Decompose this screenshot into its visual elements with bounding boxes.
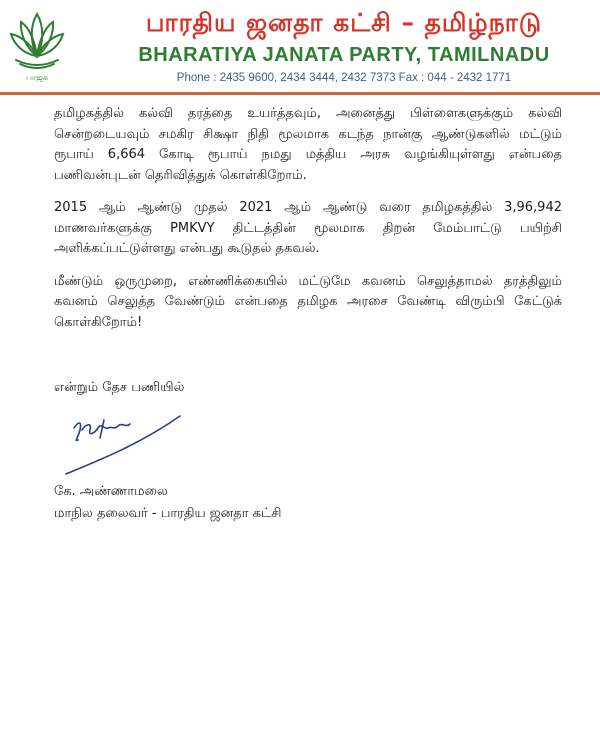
- paragraph-2: 2015 ஆம் ஆண்டு முதல் 2021 ஆம் ஆண்டு வரை தமிழகத்தில் 3,96,942 மாணவர்களுக்கு PMKVY திட்டத்தின் மூலமாக திறன் மேம்பாட்டு பயிற்சி அளிக்கப்பட்டுள்ளது என்பது கூடுதல் தகவல்.: [54, 200, 562, 256]
- lotus-logo-icon: [8, 4, 66, 84]
- contact-details: Phone : 2435 9600, 2434 3444, 2432 7373 Fax : 044 - 2432 1771: [176, 72, 512, 84]
- svg-text:பாஜக: பாஜக: [26, 73, 48, 82]
- paragraph-1: தமிழகத்தில் கல்வி தரத்தை உயர்த்தவும், அனைத்து பிள்ளைகளுக்கும் கல்வி சென்றடையவும் சமகிர சிக்ஷா நிதி மூலமாக கடந்த நான்கு ஆண்டுகளில் மட்டும் ரூபாய் 6,664 கோடி ரூபாய் நமது மத்திய அரசு வழங்கியுள்ளது என்பதை பணிவன்புடன் தெரிவித்துக் கொள்கிறோம்.: [54, 106, 562, 183]
- letter-body: [54, 104, 562, 345]
- signatory-designation: மாநில தலைவர் - பாரதிய ஜனதா கட்சி: [54, 506, 282, 521]
- letterhead: [0, 0, 600, 96]
- handwritten-signature: [60, 400, 190, 480]
- header-divider: [0, 92, 600, 95]
- salutation: என்றும் தேச பணியில்: [54, 380, 185, 395]
- party-name-english: BHARATIYA JANATA PARTY, TAMILNADU: [138, 44, 550, 66]
- party-name-tamil: பாரதிய ஜனதா கட்சி – தமிழ்நாடு: [145, 8, 543, 37]
- paragraph-3: மீண்டும் ஒருமுறை, எண்ணிக்கையில் மட்டுமே கவனம் செலுத்தாமல் தரத்திலும் கவனம் செலுத்த வேண்டும் என்பதை தமிழக அரசை வேண்டி விரும்பி கேட்டுக் கொள்கிறோம்!: [54, 273, 562, 330]
- signatory-name: கே. அண்ணாமலை: [54, 484, 168, 499]
